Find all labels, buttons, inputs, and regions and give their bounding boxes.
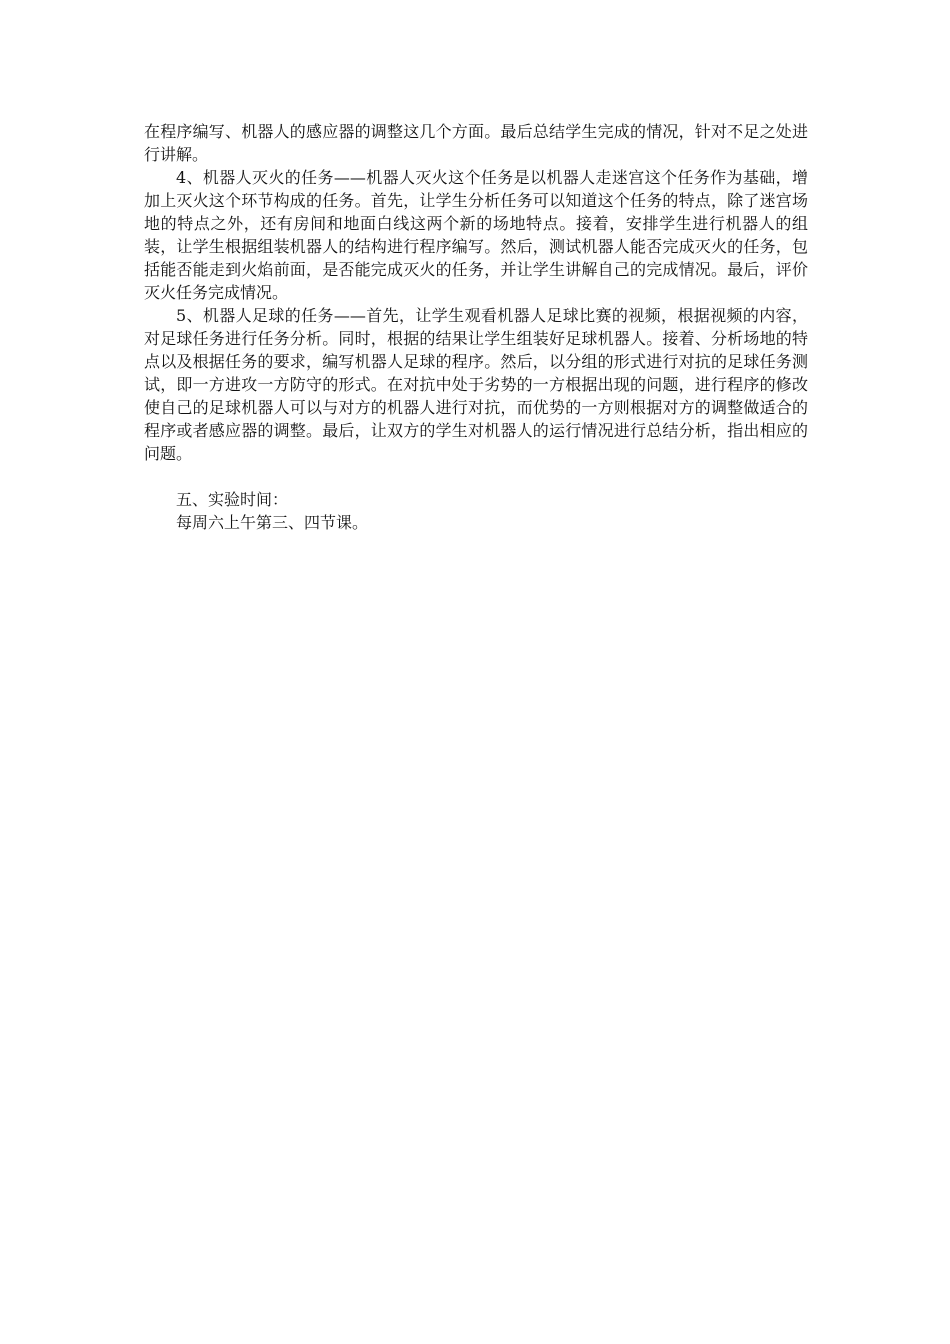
paragraph-continuation: 在程序编写、机器人的感应器的调整这几个方面。最后总结学生完成的情况，针对不足之处进行讲解。 xyxy=(144,122,808,164)
section-heading-experiment-time: 五、实验时间： xyxy=(176,490,289,509)
section-body-experiment-time: 每周六上午第三、四节课。 xyxy=(176,513,369,532)
blank-line xyxy=(144,465,808,488)
paragraph-task-5-soccer: 5、机器人足球的任务——首先，让学生观看机器人足球比赛的视频，根据视频的内容，对足球任务进行任务分析。同时，根据的结果让学生组装好足球机器人。接着、分析场地的特点以及根据任务的要求，编写机器人足球的程序。然后，以分组的形式进行对抗的足球任务测试，即一方进攻一方防守的形式。在对抗中处于劣势的一方根据出现的问题，进行程序的修改使自己的足球机器人可以与对方的机器人进行对抗，而优势的一方则根据对方的调整做适合的程序或者感应器的调整。最后，让双方的学生对机器人的运行情况进行总结分析，指出相应的问题。 xyxy=(144,306,808,463)
paragraph-task-4-firefighting: 4、机器人灭火的任务——机器人灭火这个任务是以机器人走迷宫这个任务作为基础，增加上灭火这个环节构成的任务。首先，让学生分析任务可以知道这个任务的特点，除了迷宫场地的特点之外，还有房间和地面白线这两个新的场地特点。接着，安排学生进行机器人的组装，让学生根据组装机器人的结构进行程序编写。然后，测试机器人能否完成灭火的任务，包括能否能走到火焰前面，是否能完成灭火的任务，并让学生讲解自己的完成情况。最后，评价灭火任务完成情况。 xyxy=(144,168,808,302)
document-page xyxy=(144,120,808,534)
